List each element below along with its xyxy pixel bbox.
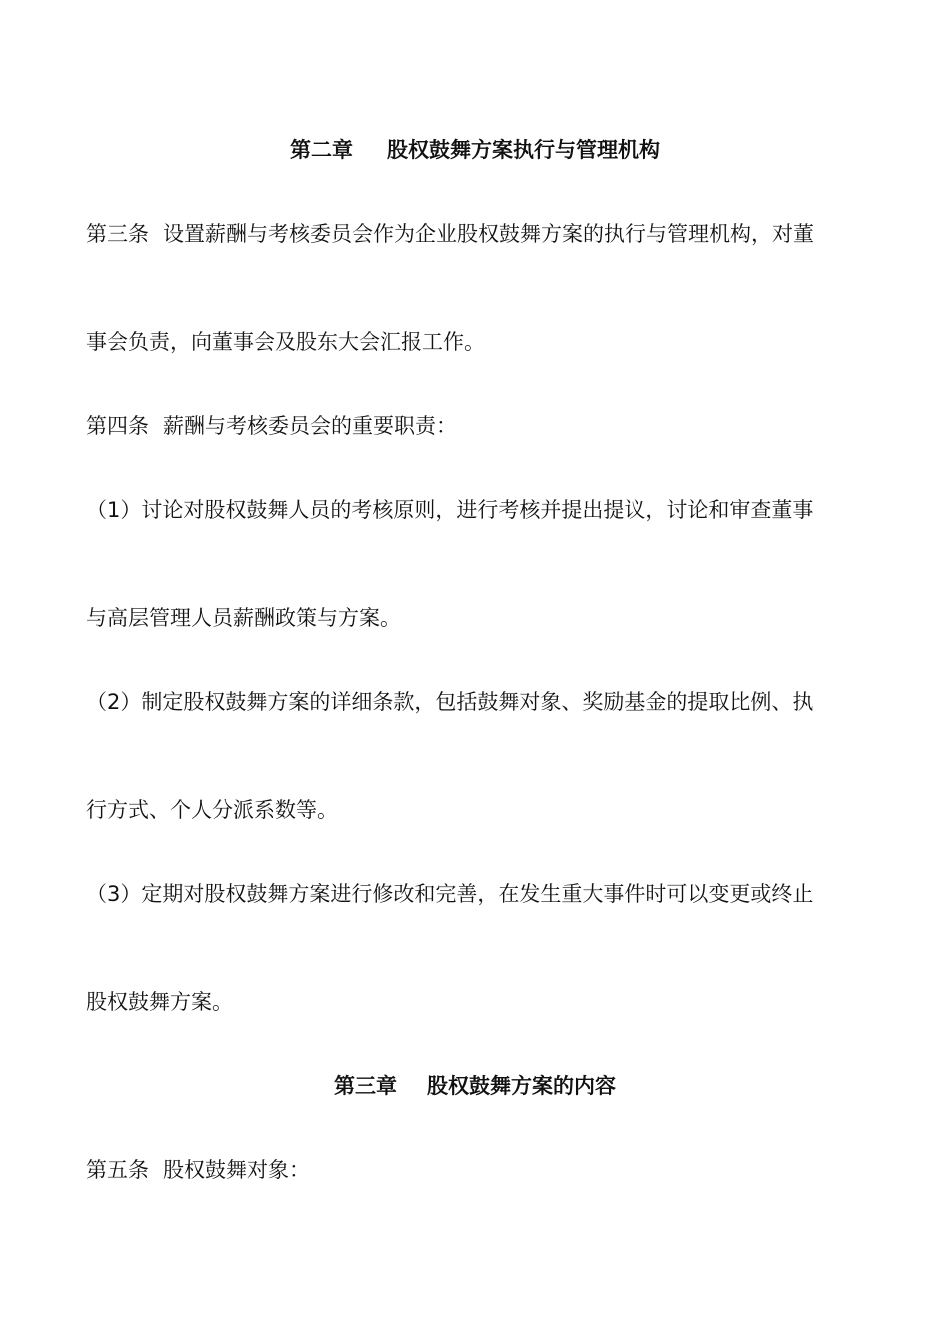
article-5-heading	[86, 1156, 310, 1184]
article-4-item-1-line-2: 与高层管理人员薪酬政策与方案。	[86, 606, 401, 630]
article-label: 第四条	[86, 414, 149, 438]
article-label: 第三条	[86, 222, 149, 246]
article-4-heading	[86, 412, 457, 440]
article-3-line-1	[86, 220, 814, 248]
article-label: 第五条	[86, 1158, 149, 1182]
article-text: 设置薪酬与考核委员会作为企业股权鼓舞方案的执行与管理机构，对董	[163, 222, 814, 246]
article-4-item-3-line-1: （3）定期对股权鼓舞方案进行修改和完善，在发生重大事件时可以变更或终止	[86, 882, 814, 906]
article-4-item-2-line-1: （2）制定股权鼓舞方案的详细条款，包括鼓舞对象、奖励基金的提取比例、执	[86, 690, 814, 714]
chapter-2-heading	[0, 136, 950, 164]
article-3-line-2: 事会负责，向董事会及股东大会汇报工作。	[86, 330, 485, 354]
chapter-number: 第二章	[290, 138, 353, 162]
article-text: 薪酬与考核委员会的重要职责：	[163, 414, 457, 438]
article-text: 股权鼓舞对象：	[163, 1158, 310, 1182]
chapter-title: 股权鼓舞方案的内容	[427, 1074, 616, 1098]
chapter-3-heading	[0, 1072, 950, 1100]
chapter-number: 第三章	[334, 1074, 397, 1098]
chapter-title: 股权鼓舞方案执行与管理机构	[387, 138, 660, 162]
article-4-item-2-line-2: 行方式、个人分派系数等。	[86, 798, 338, 822]
article-4-item-3-line-2: 股权鼓舞方案。	[86, 990, 233, 1014]
article-4-item-1-line-1: （1）讨论对股权鼓舞人员的考核原则，进行考核并提出提议，讨论和审查董事	[86, 498, 814, 522]
